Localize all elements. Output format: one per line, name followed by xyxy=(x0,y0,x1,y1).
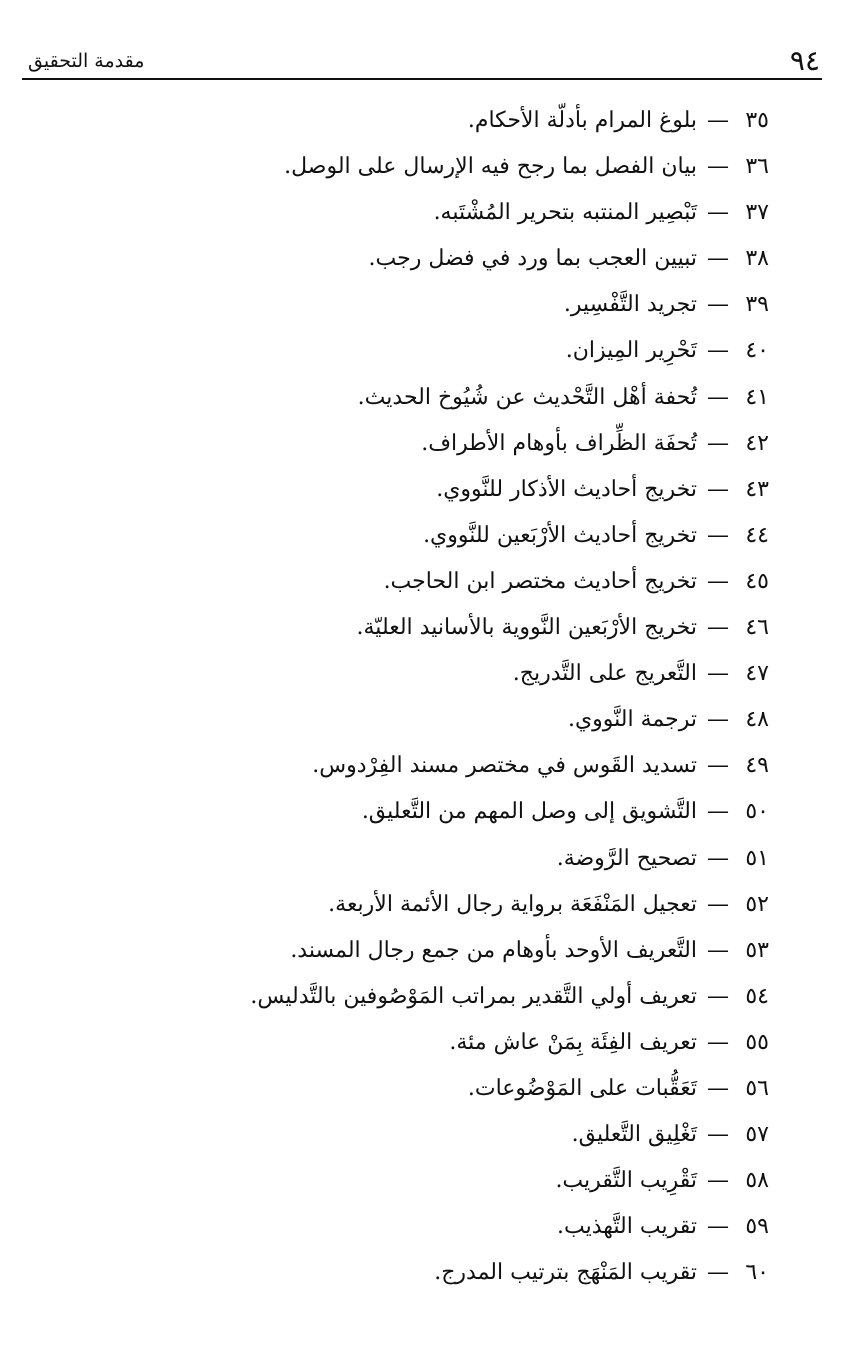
entry-number: ٣٨ xyxy=(745,246,769,272)
entry-dash: — xyxy=(707,476,729,502)
entry-dash: — xyxy=(707,1122,729,1148)
entry-title: تعجيل المَنْفَعَة برواية رجال الأئمة الأربعة. xyxy=(328,891,697,917)
entry-number: ٤٥ xyxy=(745,568,769,594)
list-item xyxy=(89,836,769,882)
entry-title: تصحيح الرَّوضة. xyxy=(556,845,697,871)
entry-title: تُحفة أهْل التَّحْديث عن شُيُوخ الحديث. xyxy=(357,384,697,410)
list-item xyxy=(89,98,769,144)
entry-dash: — xyxy=(707,246,729,272)
list-item xyxy=(89,1066,769,1112)
entry-dash: — xyxy=(707,983,729,1009)
entry-number: ٤٨ xyxy=(745,707,769,733)
list-item xyxy=(89,421,769,467)
list-item xyxy=(89,882,769,928)
entry-number: ٥٩ xyxy=(745,1214,769,1240)
entry-dash: — xyxy=(707,845,729,871)
entry-title: تَبْصِير المنتبه بتحرير المُشْتَبه. xyxy=(433,200,697,226)
list-item xyxy=(89,928,769,974)
entry-number: ٤٤ xyxy=(745,522,769,548)
entry-dash: — xyxy=(707,891,729,917)
entry-number: ٥٥ xyxy=(745,1029,769,1055)
entry-dash: — xyxy=(707,661,729,687)
entry-title: تَغْلِيق التَّعليق. xyxy=(571,1122,697,1148)
entry-title: بيان الفصل بما رجح فيه الإرسال على الوصل. xyxy=(284,154,697,180)
entry-title: تعريف أولي التَّقدير بمراتب المَوْصُوفين بالتَّدليس. xyxy=(250,983,697,1009)
entry-title: تسديد القَوس في مختصر مسند الفِرْدوس. xyxy=(312,753,697,779)
list-item xyxy=(89,190,769,236)
entry-number: ٤٢ xyxy=(745,430,769,456)
entry-number: ٥٧ xyxy=(745,1122,769,1148)
entry-number: ٦٠ xyxy=(745,1260,769,1286)
entry-title: تقريب التَّهذيب. xyxy=(557,1214,697,1240)
list-item xyxy=(89,1250,769,1296)
entry-dash: — xyxy=(707,615,729,641)
entry-title: التَّعريف الأوحد بأوهام من جمع رجال المسند. xyxy=(290,937,697,963)
entry-title: تَعَقُّبات على المَوْضُوعات. xyxy=(467,1075,697,1101)
entry-number: ٥٤ xyxy=(745,983,769,1009)
entry-title: تعريف الفِئَة بِمَنْ عاش مئة. xyxy=(449,1029,697,1055)
entry-title: بلوغ المرام بأدلّة الأحكام. xyxy=(467,108,697,133)
list-item xyxy=(89,1020,769,1066)
entry-dash: — xyxy=(707,1260,729,1286)
entry-title: تَحْرِير المِيزان. xyxy=(565,338,697,364)
list-item xyxy=(89,1112,769,1158)
entry-dash: — xyxy=(707,338,729,364)
entry-dash: — xyxy=(707,753,729,779)
entry-title: التَّعريج على التَّدريج. xyxy=(512,661,697,687)
list-item xyxy=(89,697,769,743)
list-item xyxy=(89,789,769,835)
list-item xyxy=(89,605,769,651)
list-item xyxy=(89,1204,769,1250)
entry-dash: — xyxy=(707,384,729,410)
entry-number: ٥٦ xyxy=(745,1075,769,1101)
list-item xyxy=(89,282,769,328)
entry-dash: — xyxy=(707,1029,729,1055)
entry-dash: — xyxy=(707,707,729,733)
entry-title: تبيين العجب بما ورد في فضل رجب. xyxy=(368,246,697,272)
entry-title: تخريج أحاديث الأرْبَعين للنَّووي. xyxy=(423,522,697,548)
entry-dash: — xyxy=(707,799,729,825)
list-item xyxy=(89,1158,769,1204)
entry-title: تخريج الأرْبَعين النَّووية بالأسانيد العليّة. xyxy=(356,615,697,641)
entry-dash: — xyxy=(707,430,729,456)
entry-number: ٤١ xyxy=(745,384,769,410)
list-item xyxy=(89,974,769,1020)
entry-title: تُحفَة الظِّراف بأوهام الأطراف. xyxy=(421,430,697,456)
list-item xyxy=(89,651,769,697)
entry-title: التَّشويق إلى وصل المهم من التَّعليق. xyxy=(361,799,697,825)
list-item xyxy=(89,559,769,605)
list-item xyxy=(89,328,769,374)
entry-number: ٤٣ xyxy=(745,476,769,502)
entry-title: تقريب المَنْهَج بترتيب المدرج. xyxy=(434,1260,697,1286)
entry-dash: — xyxy=(707,1214,729,1240)
entry-dash: — xyxy=(707,522,729,548)
entry-title: تخريج أحاديث الأذكار للنَّووي. xyxy=(436,476,697,502)
list-item xyxy=(89,743,769,789)
entry-number: ٥١ xyxy=(745,845,769,871)
entry-number: ٣٥ xyxy=(745,108,769,133)
page-header xyxy=(22,40,822,80)
entry-title: ترجمة النَّووي. xyxy=(567,707,697,733)
entry-number: ٥٢ xyxy=(745,891,769,917)
entry-number: ٥٠ xyxy=(745,799,769,825)
entry-number: ٤٦ xyxy=(745,615,769,641)
entry-number: ٥٨ xyxy=(745,1168,769,1194)
entry-number: ٤٩ xyxy=(745,753,769,779)
entry-number: ٣٩ xyxy=(745,292,769,318)
list-item xyxy=(89,375,769,421)
entry-title: تجريد التَّفْسِير. xyxy=(563,292,697,318)
entry-number: ٥٣ xyxy=(745,937,769,963)
running-title: مقدمة التحقيق xyxy=(28,50,145,72)
entry-number: ٣٦ xyxy=(745,154,769,180)
entry-dash: — xyxy=(707,200,729,226)
list-item xyxy=(89,513,769,559)
entry-title: تخريج أحاديث مختصر ابن الحاجب. xyxy=(383,568,697,594)
entry-dash: — xyxy=(707,568,729,594)
entry-dash: — xyxy=(707,937,729,963)
book-list xyxy=(89,98,769,1296)
entry-dash: — xyxy=(707,108,729,133)
entry-title: تَقْرِيب التَّقريب. xyxy=(555,1168,697,1194)
entry-number: ٤٧ xyxy=(745,661,769,687)
page-number: ٩٤ xyxy=(789,44,820,77)
entry-dash: — xyxy=(707,292,729,318)
list-item xyxy=(89,144,769,190)
list-item xyxy=(89,467,769,513)
list-item xyxy=(89,236,769,282)
entry-dash: — xyxy=(707,1075,729,1101)
entry-dash: — xyxy=(707,154,729,180)
entry-number: ٣٧ xyxy=(745,200,769,226)
entry-number: ٤٠ xyxy=(745,338,769,364)
entry-dash: — xyxy=(707,1168,729,1194)
